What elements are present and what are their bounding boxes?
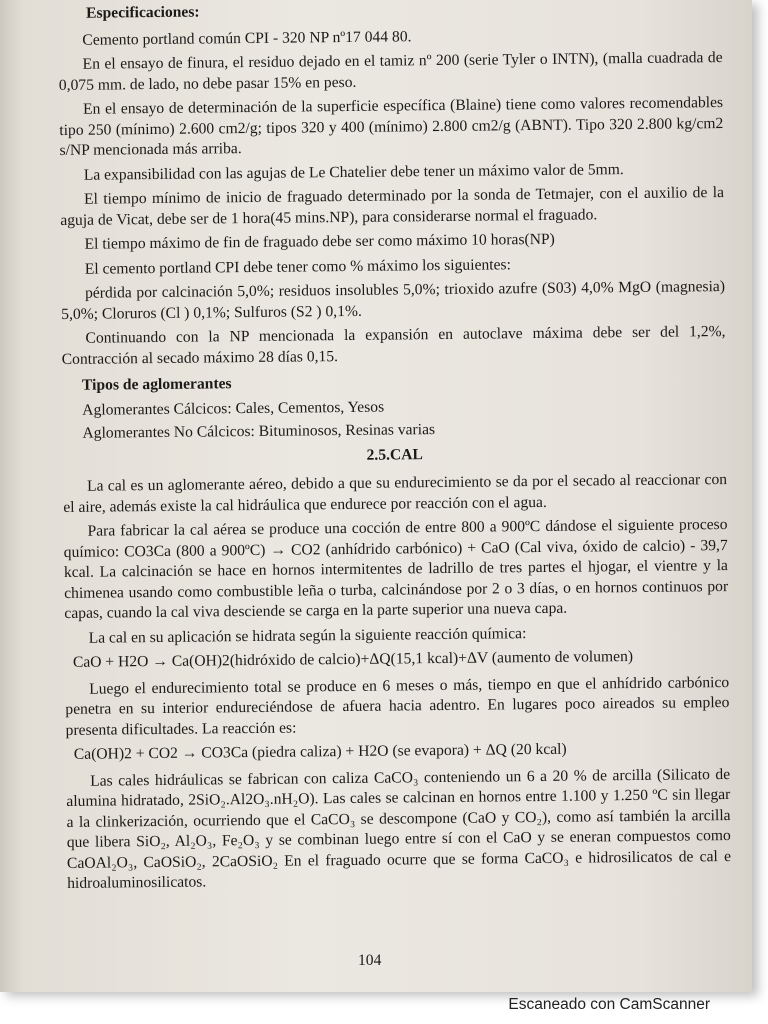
page-content xyxy=(58,0,731,898)
cal-paragraph: Las cales hidráulicas se fabrican con caliza CaCO₃ conteniendo un 6 a 20 % de arcilla (Silicato de alumina hidratado, 2SiO₂.Al2O₃.nH₂O). Las cales se calcinan en hornos entre 1.100 y 1.250 ºC sin llegar a la clinkerización, ocurriendo que el CaCO₃ se descompone (CaO y CO₂), como así también la arcilla que libera SiO₂, Al₂O₃, Fe₂O₃ y se combinan luego entre sí con el CaO y se eneran compuestos como CaOAl₂O₃, CaOSiO₂, 2CaOSiO₂ En el fraguado ocurre que se forma CaCO₃ e hidrosilicatos de cal e hidroaluminosilicatos. xyxy=(66,765,732,892)
tipos-item: Aglomerantes Cálcicos: Cales, Cementos, Yesos xyxy=(82,398,385,419)
spec-paragraph: pérdida por calcinación 5,0%; residuos insolubles 5,0%; trioxido azufre (S03) 4,0% MgO (magnesia) 5,0%; Cloruros (Cl ) 0,1%; Sulfuros (S2 ) 0,1%. xyxy=(61,278,726,323)
cal-paragraph: Para fabricar la cal aérea se produce una cocción de entre 800 a 900ºC dándose el siguiente proceso químico: CO3Ca (800 a 900ºC) → CO2 (anhídrido carbónico) + CaO (Cal viva, óxido de calcio) - 39,7 kcal. La calcinación se hace en hornos intermitentes de ladrillo de tres partes el hjogar, el vientre y la chimenea usando como combustible leña o turba, calcinándose por 2 o 3 días, o en hornos continuos por capas, cuando la cal viva desciende se carga en la parte superior una nueva capa. xyxy=(63,516,729,622)
spec-paragraph: Continuando con la NP mencionada la expansión en autoclave máxima debe ser del 1,2%, Contracción al secado máximo 28 días 0,15. xyxy=(61,323,726,368)
tipos-item: Aglomerantes No Cálcicos: Bituminosos, Resinas varias xyxy=(82,421,436,442)
section-title: 2.5.CAL xyxy=(366,445,423,464)
spec-paragraph: Cemento portland común CPI - 320 NP nº17 044 80. xyxy=(82,27,412,49)
spec-paragraph: El tiempo mínimo de inicio de fraguado determinado por la sonda de Tetmajer, con el auxilio de la aguja de Vicat, debe ser de 1 hora(45 mins.NP), para considerarse normal el fraguado. xyxy=(60,184,725,229)
cal-paragraph: Luego el endurecimiento total se produce en 6 meses o más, tiempo en que el anhídrido carbónico penetra en su interior endureciéndose de afuera hacia adentro. En lugares poco aireados su empleo presenta dificultades. La reacción es: xyxy=(65,673,730,739)
spec-paragraph: La expansibilidad con las agujas de Le Chatelier debe tener un máximo valor de 5mm. xyxy=(83,160,624,184)
tipos-heading: Tipos de aglomerantes xyxy=(81,375,232,394)
cal-paragraph: La cal es un aglomerante aéreo, debido a que su endurecimiento se da por el secado al reaccionar con el aire, además existe la cal hidráulica que endurece por reacción con el agua. xyxy=(63,471,728,516)
spec-paragraph: El tiempo máximo de fin de fraguado debe ser como máximo 10 horas(NP) xyxy=(84,230,555,253)
cal-paragraph: La cal en su aplicación se hidrata según la siguiente reacción química: xyxy=(88,624,527,647)
page-number: 104 xyxy=(358,952,382,969)
scanner-watermark: Escaneado con CamScanner xyxy=(508,996,710,1013)
spec-paragraph: El cemento portland CPI debe tener como % máximo los siguientes: xyxy=(84,255,511,278)
spec-paragraph: En el ensayo de determinación de la superficie específica (Blaine) tiene como valores recomendables tipo 250 (mínimo) 2.600 cm2/g; tipos 320 y 400 (mínimo) 2.800 cm2/g (ABNT). Tipo 320 2.800 kg/cm2 s/NP mencionada más arriba. xyxy=(59,94,724,159)
formula-carbonation: Ca(OH)2 + CO2 → CO3Ca (piedra caliza) + H2O (se evapora) + ΔQ (20 kcal) xyxy=(73,740,567,763)
formula-hydration: CaO + H2O → Ca(OH)2(hidróxido de calcio)+ΔQ(15,1 kcal)+ΔV (aumento de volumen) xyxy=(72,648,634,671)
spec-paragraph: En el ensayo de finura, el residuo dejado en el tamiz nº 200 (serie Tyler o INTN), (malla cuadrada de 0,075 mm. de lado, no debe pasar 15% en peso. xyxy=(58,49,723,94)
spec-heading: Especificaciones: xyxy=(86,3,200,22)
